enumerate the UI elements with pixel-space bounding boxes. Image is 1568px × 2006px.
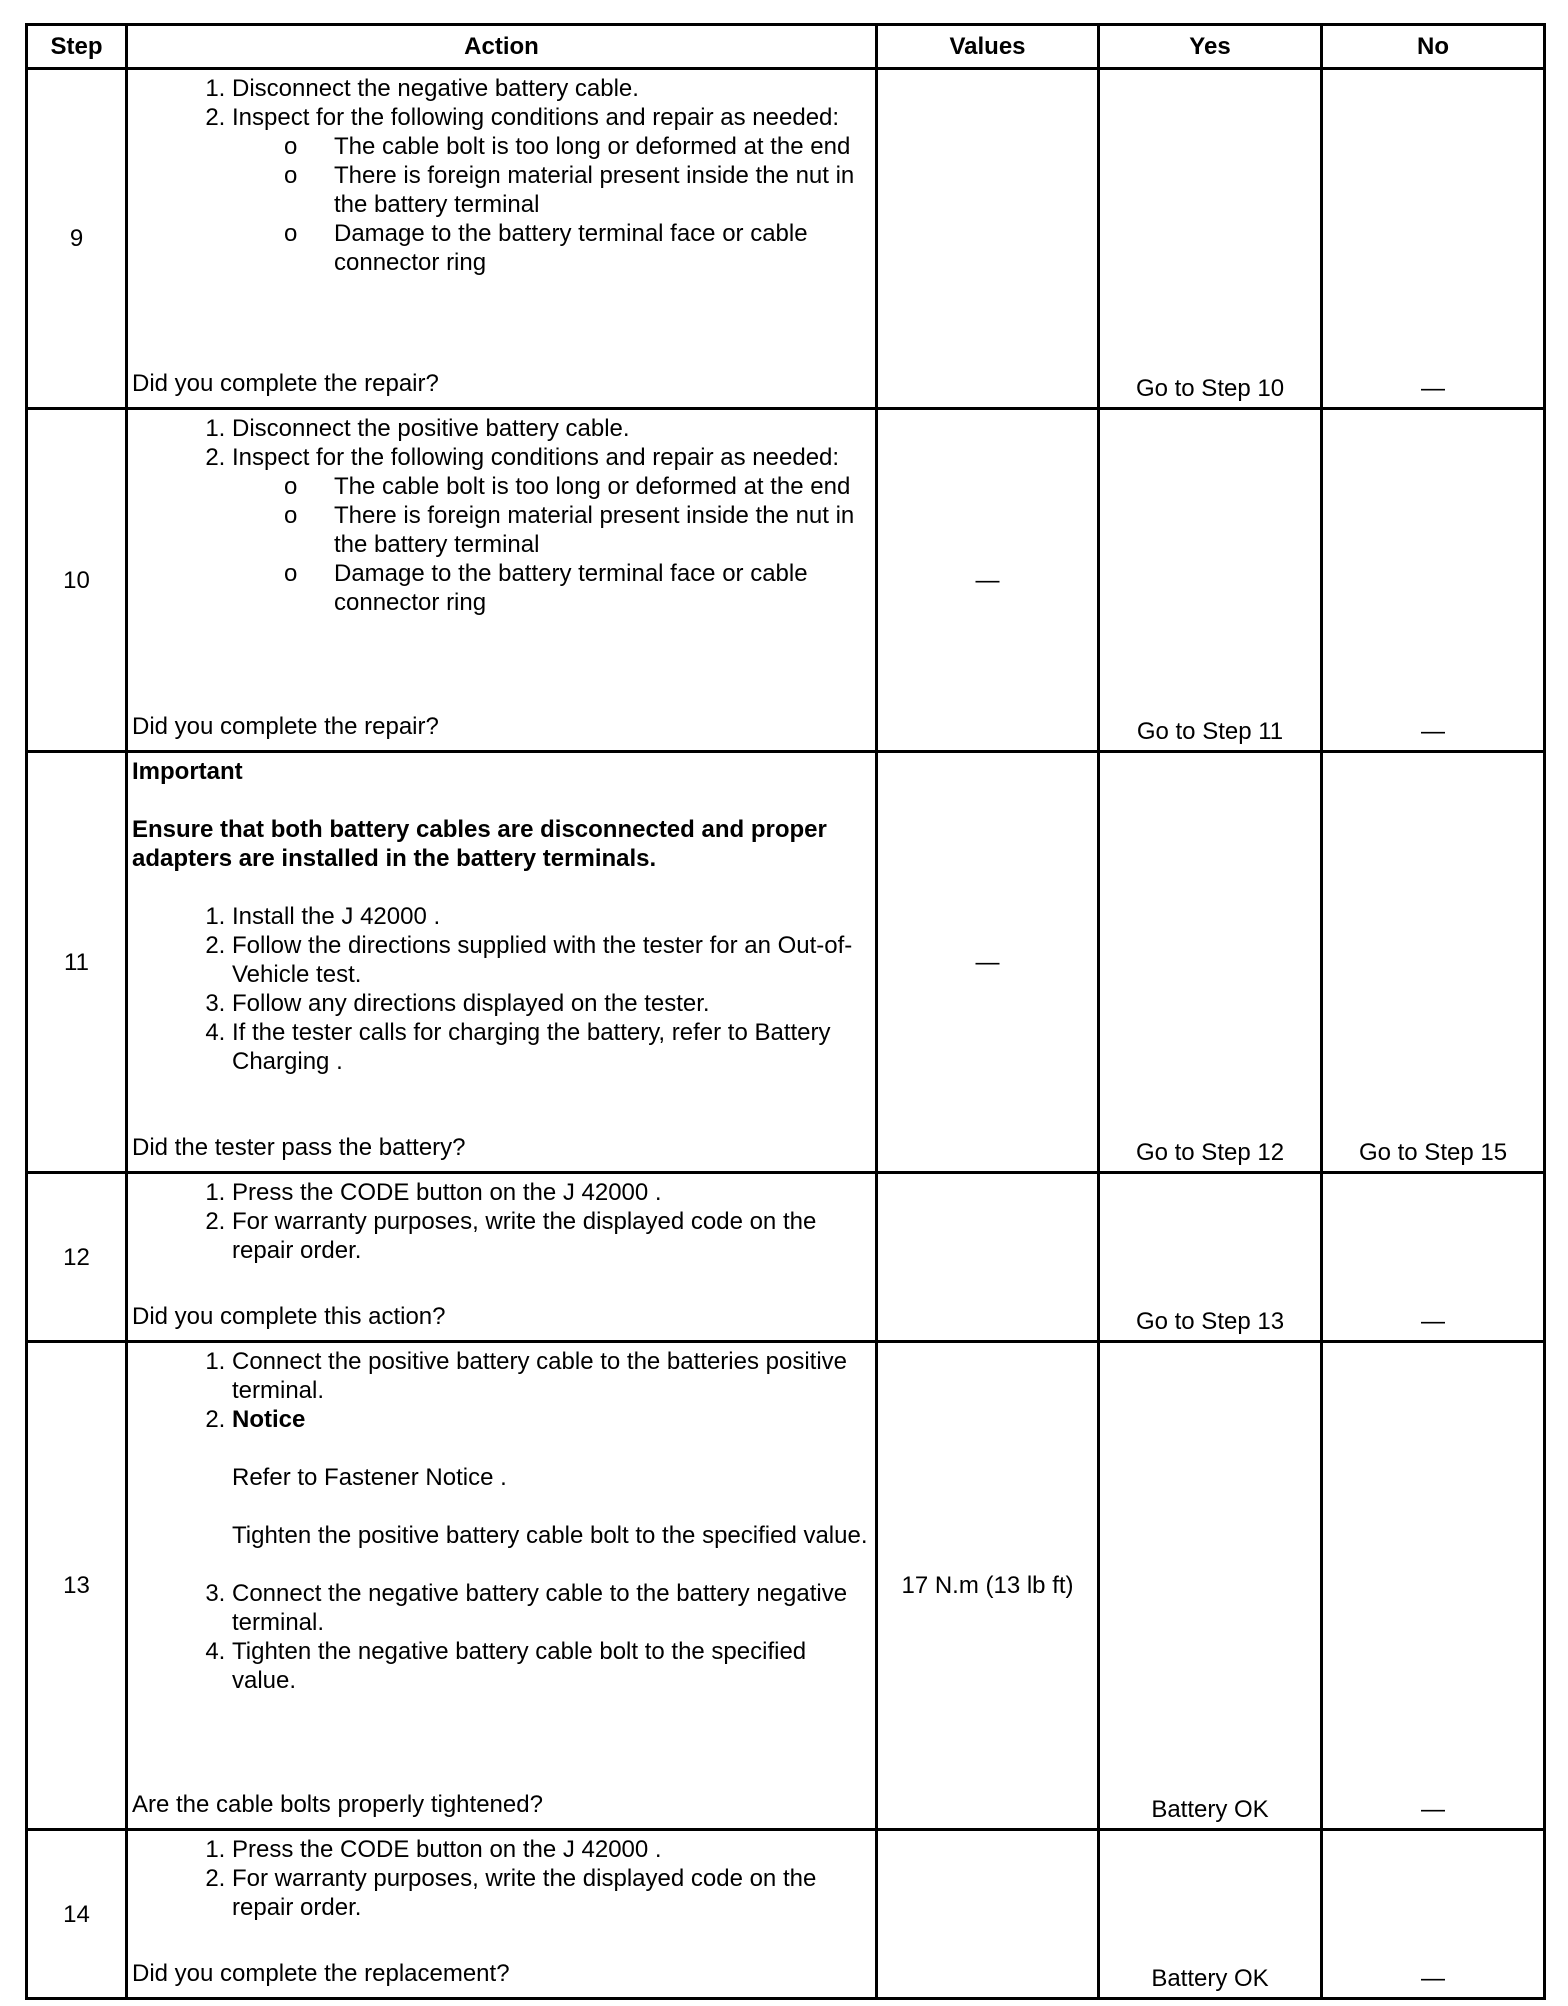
table-row [27,69,1545,409]
list-item-text: Inspect for the following conditions and repair as needed: [232,444,840,471]
notice-reference: Refer to Fastener Notice . [232,1464,507,1491]
condition-list [232,132,869,277]
list-item: o There is foreign material present inside the nut in the battery terminal [334,501,869,559]
list-item: o The cable bolt is too long or deformed at the end [334,132,869,161]
list-item: 3. Follow any directions displayed on the tester. [232,989,869,1018]
header-row [27,25,1545,69]
yes-cell: Go to Step 10 [1099,69,1322,409]
header-action: Action [127,25,877,69]
yes-cell: Battery OK [1099,1342,1322,1830]
list-item: 2. For warranty purposes, write the displayed code on the repair order. [232,1207,869,1265]
question: Did you complete this action? [132,1303,446,1330]
action-cell [127,1342,877,1830]
table-row [27,1830,1545,1999]
list-item [232,103,869,277]
action-cell [127,1830,877,1999]
diagnostic-table [25,23,1546,2000]
list-item: 1. Press the CODE button on the J 42000 . [232,1835,869,1864]
no-cell: — [1322,409,1545,752]
step-number: 12 [27,1173,127,1342]
list-item: 2. For warranty purposes, write the displayed code on the repair order. [232,1864,869,1922]
values-cell [877,1830,1099,1999]
list-item: 1. Install the J 42000 . [232,902,869,931]
notice-text: Tighten the positive battery cable bolt to the specified value. [232,1522,868,1549]
list-item: 1. Connect the positive battery cable to the batteries positive terminal. [232,1347,869,1405]
values-cell [877,69,1099,409]
list-item: o There is foreign material present inside the nut in the battery terminal [334,161,869,219]
step-number: 9 [27,69,127,409]
question: Did you complete the repair? [132,370,439,397]
notice-title: 2. Notice [232,1406,306,1433]
action-list [132,74,869,277]
step-number: 10 [27,409,127,752]
list-item: o Damage to the battery terminal face or cable connector ring [334,219,869,277]
diagnostic-table-page [25,23,1543,2000]
question: Did the tester pass the battery? [132,1134,466,1161]
list-item: 1. Disconnect the negative battery cable. [232,74,869,103]
yes-cell: Go to Step 12 [1099,752,1322,1173]
step-number: 14 [27,1830,127,1999]
action-list [132,414,869,617]
condition-list [232,472,869,617]
table-row [27,409,1545,752]
values-cell: — [877,409,1099,752]
header-no: No [1322,25,1545,69]
list-item: 3. Connect the negative battery cable to the battery negative terminal. [232,1579,869,1637]
action-list [132,902,869,1076]
yes-cell: Battery OK [1099,1830,1322,1999]
list-item: 2. Follow the directions supplied with the tester for an Out-of-Vehicle test. [232,931,869,989]
yes-cell: Go to Step 13 [1099,1173,1322,1342]
list-item: o The cable bolt is too long or deformed at the end [334,472,869,501]
no-cell: — [1322,1173,1545,1342]
action-list [132,1347,869,1695]
list-item [232,443,869,617]
values-cell: 17 N.m (13 lb ft) [877,1342,1099,1830]
action-cell [127,69,877,409]
list-item: 4. Tighten the negative battery cable bolt to the specified value. [232,1637,869,1695]
step-number: 13 [27,1342,127,1830]
question: Did you complete the repair? [132,713,439,740]
action-cell [127,752,877,1173]
question: Are the cable bolts properly tightened? [132,1791,543,1818]
no-cell: — [1322,1342,1545,1830]
list-item: 4. If the tester calls for charging the battery, refer to Battery Charging . [232,1018,869,1076]
important-title: Important [132,758,243,785]
header-values: Values [877,25,1099,69]
no-cell: — [1322,69,1545,409]
yes-cell: Go to Step 11 [1099,409,1322,752]
table-row [27,752,1545,1173]
table-row [27,1342,1545,1830]
no-cell: — [1322,1830,1545,1999]
step-number: 11 [27,752,127,1173]
question: Did you complete the replacement? [132,1960,510,1987]
list-item-text: Inspect for the following conditions and repair as needed: [232,104,840,131]
list-item: 1. Press the CODE button on the J 42000 . [232,1178,869,1207]
values-cell [877,1173,1099,1342]
action-list [132,1835,869,1922]
action-cell [127,409,877,752]
action-list [132,1178,869,1265]
list-item: o Damage to the battery terminal face or cable connector ring [334,559,869,617]
header-step: Step [27,25,127,69]
no-cell: Go to Step 15 [1322,752,1545,1173]
table-row [27,1173,1545,1342]
values-cell: — [877,752,1099,1173]
list-item: 1. Disconnect the positive battery cable. [232,414,869,443]
header-yes: Yes [1099,25,1322,69]
action-cell [127,1173,877,1342]
list-item [232,1405,869,1579]
important-text: Ensure that both battery cables are disconnected and proper adapters are installed in the battery terminals. [132,816,827,872]
